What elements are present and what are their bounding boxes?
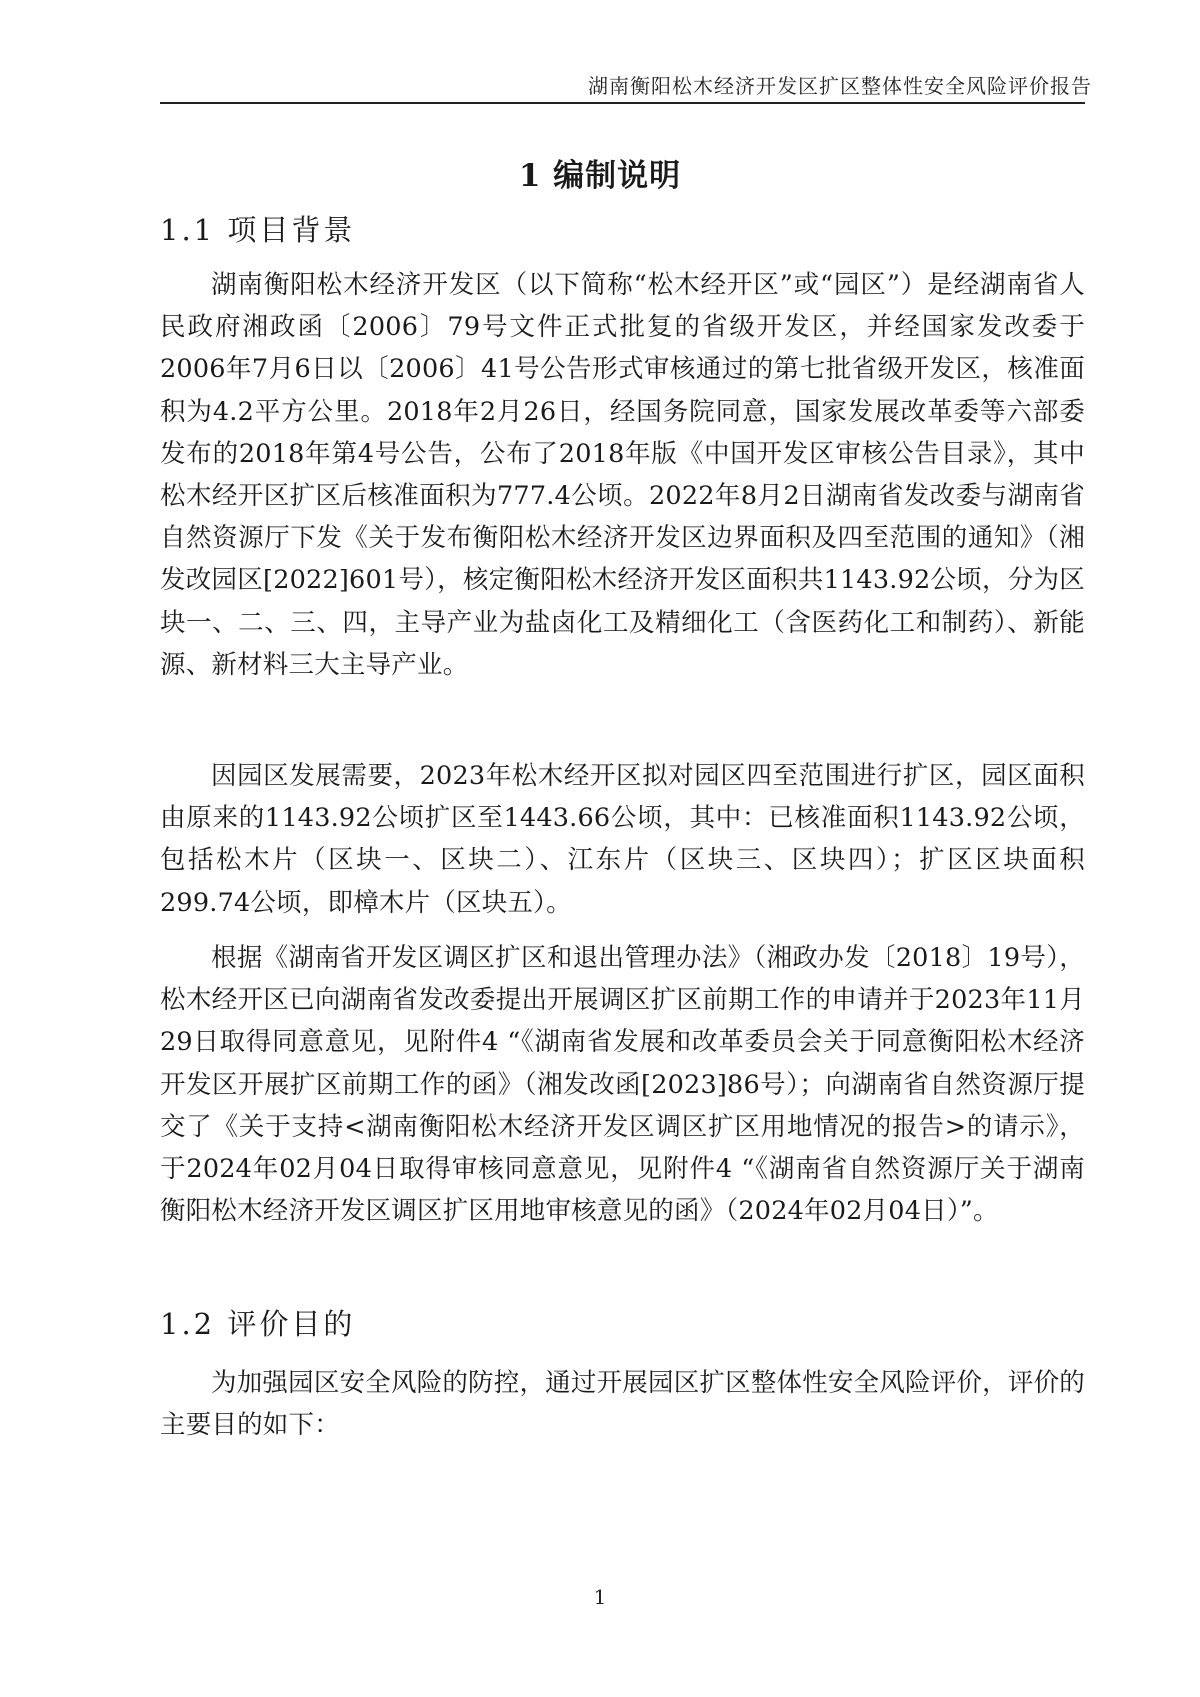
paragraph-purpose-1: 为加强园区安全风险的防控，通过开展园区扩区整体性安全风险评价，评价的主要目的如下：	[160, 1368, 1085, 1441]
running-header: 湖南衡阳松木经济开发区扩区整体性安全风险评价报告	[588, 74, 1092, 98]
paragraph-background-1: 湖南衡阳松木经济开发区（以下简称“松木经开区”或“园区”）是经湖南省人民政府湘政函〔2006〕79号文件正式批复的省级开发区，并经国家发改委于2006年7月6日以〔2006〕41号公告形式审核通过的第七批省级开发区，核准面积为4.2平方公里。2018年2月26日，经国务院同意，国家发展改革委等六部委发布的2018年第4号公告，公布了2018年版《中国开发区审核公告目录》，其中松木经开区扩区后核准面积为777.4公顷。2022年8月2日湖南省发改委与湖南省自然资源厅下发《关于发布衡阳松木经济开发区边界面积及四至范围的通知》（湘发改园区[2022]601号），核定衡阳松木经济开发区面积共1143.92公顷，分为区块一、二、三、四，主导产业为盐卤化工及精细化工（含医药化工和制药）、新能源、新材料三大主导产业。	[160, 270, 1085, 680]
section-heading-1-1: 1.1 项目背景	[160, 213, 356, 247]
header-rule	[160, 102, 1085, 104]
paragraph-background-3: 根据《湖南省开发区调区扩区和退出管理办法》（湘政办发〔2018〕19号），松木经开区已向湖南省发改委提出开展调区扩区前期工作的申请并于2023年11月29日取得同意意见，见附件4 “《湖南省发展和改革委员会关于同意衡阳松木经济开发区开展扩区前期工作的函》（湘发改函[2023]86号）；向湖南省自然资源厅提交了《关于支持<湖南衡阳松木经济开发区调区扩区用地情况的报告>的请示》，于2024年02月04日取得审核同意意见，见附件4 “《湖南省自然资源厅关于湖南衡阳松木经济开发区调区扩区用地审核意见的函》（2024年02月04日）”。	[160, 943, 1085, 1227]
section-heading-1-2: 1.2 评价目的	[160, 1307, 356, 1341]
page-number: 1	[593, 1585, 607, 1609]
paragraph-background-2: 因园区发展需要，2023年松木经开区拟对园区四至范围进行扩区，园区面积由原来的1143.92公顷扩区至1443.66公顷，其中：已核准面积1143.92公顷，包括松木片（区块一、区块二）、江东片（区块三、区块四）；扩区区块面积299.74公顷，即樟木片（区块五）。	[160, 761, 1085, 918]
chapter-title: 1 编制说明	[518, 158, 682, 194]
